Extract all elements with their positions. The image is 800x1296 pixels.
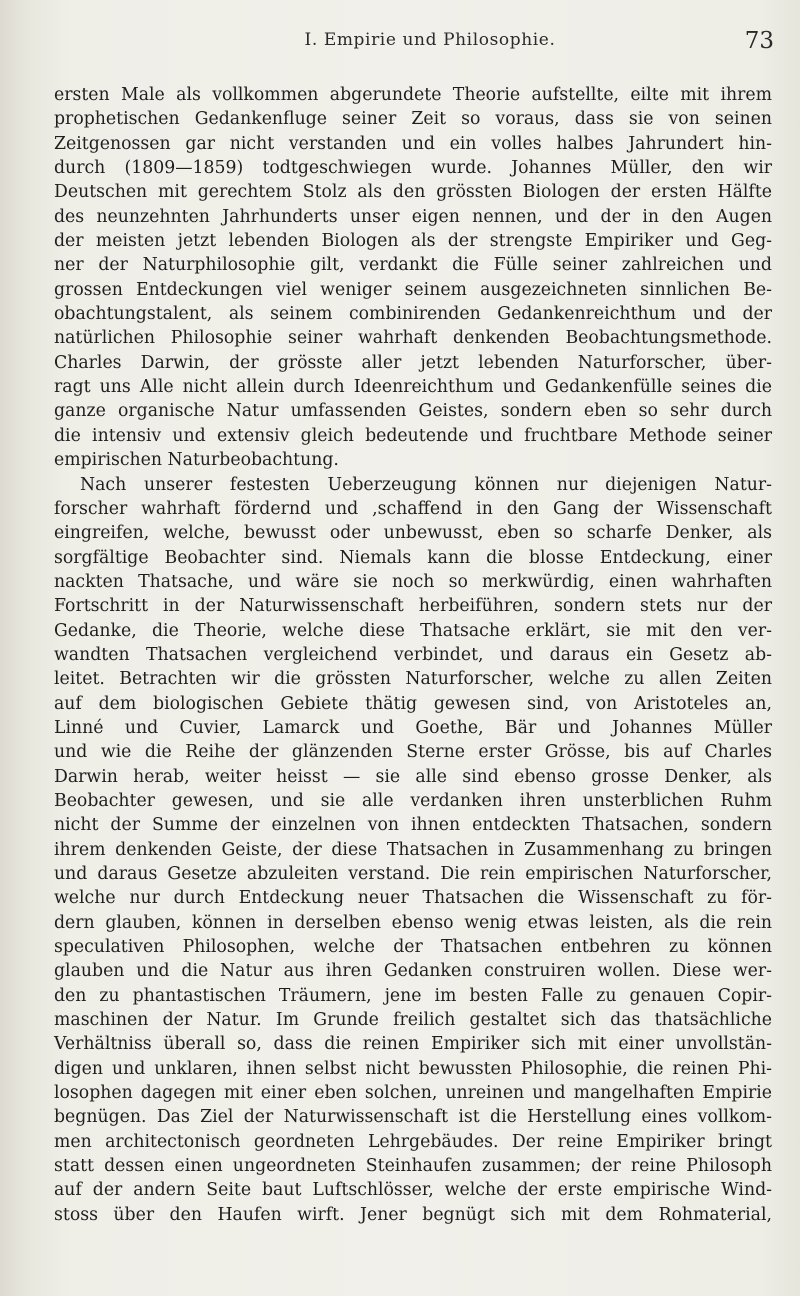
text-line: statt dessen einen ungeordneten Steinhaufen zusammen; der reine Philosoph <box>54 1156 772 1177</box>
text-line: eingreifen, welche, bewusst oder unbewusst, eben so scharfe Denker, als <box>54 523 772 544</box>
text-line: dern glauben, können in derselben ebenso wenig etwas leisten, als die rein <box>54 912 772 933</box>
text-line: sorgfältige Beobachter sind. Niemals kann die blosse Entdeckung, einer <box>54 547 772 568</box>
text-line: glauben und die Natur aus ihren Gedanken construiren wollen. Diese wer- <box>54 961 772 982</box>
text-line: Verhältniss überall so, dass die reinen Empiriker sich mit einer unvollstän- <box>54 1034 772 1055</box>
text-line: und wie die Reihe der glänzenden Sterne erster Grösse, bis auf Charles <box>54 742 772 763</box>
text-line: der meisten jetzt lebenden Biologen als der strengste Empiriker und Geg- <box>54 231 772 252</box>
text-line: natürlichen Philosophie seiner wahrhaft denkenden Beobachtungsmethode. <box>54 328 772 349</box>
text-line: Gedanke, die Theorie, welche diese Thatsache erklärt, sie mit den ver- <box>54 620 772 641</box>
text-line: Nach unserer festesten Ueberzeugung können nur diejenigen Natur- <box>80 474 772 495</box>
text-line: des neunzehnten Jahrhunderts unser eigen nennen, und der in den Augen <box>54 206 772 227</box>
text-line: prophetischen Gedankenfluge seiner Zeit so voraus, dass sie von seinen <box>54 109 772 130</box>
text-line: ihrem denkenden Geiste, der diese Thatsachen in Zusammenhang zu bringen <box>54 839 772 860</box>
text-line: auf der andern Seite baut Luftschlösser, welche der erste empirische Wind- <box>54 1180 772 1201</box>
text-line: ganze organische Natur umfassenden Geistes, sondern eben so sehr durch <box>54 401 772 422</box>
text-line: men architectonisch geordneten Lehrgebäudes. Der reine Empiriker bringt <box>54 1131 772 1152</box>
text-line: Zeitgenossen gar nicht verstanden und ein volles halbes Jahrundert hin- <box>54 133 772 154</box>
text-line: maschinen der Natur. Im Grunde freilich gestaltet sich das thatsächliche <box>54 1010 772 1031</box>
running-title: I. Empirie und Philosophie. <box>304 30 556 50</box>
text-line: nackten Thatsache, und wäre sie noch so merkwürdig, einen wahrhaften <box>54 571 772 592</box>
text-line: stoss über den Haufen wirft. Jener begnügt sich mit dem Rohmaterial, <box>54 1204 772 1225</box>
text-line: welche nur durch Entdeckung neuer Thatsachen die Wissenschaft zu för- <box>54 888 772 909</box>
text-line: nicht der Summe der einzelnen von ihnen entdeckten Thatsachen, sondern <box>54 815 772 836</box>
page-header <box>0 30 800 58</box>
text-line: die intensiv und extensiv gleich bedeutende und fruchtbare Methode seiner <box>54 425 772 446</box>
text-line: ragt uns Alle nicht allein durch Ideenreichthum und Gedankenfülle seines die <box>54 377 772 398</box>
text-line: auf dem biologischen Gebiete thätig gewesen sind, von Aristoteles an, <box>54 693 772 714</box>
page-number: 73 <box>744 28 774 54</box>
text-line: Darwin herab, weiter heisst — sie alle sind ebenso grosse Denker, als <box>54 766 772 787</box>
text-line: speculativen Philosophen, welche der Thatsachen entbehren zu können <box>54 937 772 958</box>
text-line: digen und unklaren, ihnen selbst nicht bewussten Philosophie, die reinen Phi- <box>54 1058 772 1079</box>
text-line: leitet. Betrachten wir die grössten Naturforscher, welche zu allen Zeiten <box>54 669 772 690</box>
text-line: forscher wahrhaft fördernd und ,schaffend in den Gang der Wissenschaft <box>54 498 772 519</box>
text-line: Fortschritt in der Naturwissenschaft herbeiführen, sondern stets nur der <box>54 596 772 617</box>
text-line: Linné und Cuvier, Lamarck und Goethe, Bär und Johannes Müller <box>54 717 772 738</box>
text-line: obachtungstalent, als seinem combinirenden Gedankenreichthum und der <box>54 304 772 325</box>
text-line: grossen Entdeckungen viel weniger seinem ausgezeichneten sinnlichen Be- <box>54 279 772 300</box>
text-line: Deutschen mit gerechtem Stolz als den grössten Biologen der ersten Hälfte <box>54 182 772 203</box>
text-line: durch (1809—1859) todtgeschwiegen wurde. Johannes Müller, den wir <box>54 158 772 179</box>
text-line: empirischen Naturbeobachtung. <box>54 450 339 471</box>
text-line: Beobachter gewesen, und sie alle verdanken ihren unsterblichen Ruhm <box>54 790 772 811</box>
text-line: wandten Thatsachen vergleichend verbindet, und daraus ein Gesetz ab- <box>54 644 772 665</box>
body-text <box>54 83 772 1227</box>
text-line: und daraus Gesetze abzuleiten verstand. Die rein empirischen Naturforscher, <box>54 864 772 884</box>
text-line: ner der Naturphilosophie gilt, verdankt die Fülle seiner zahlreichen und <box>54 255 772 276</box>
text-line: begnügen. Das Ziel der Naturwissenschaft ist die Herstellung eines vollkom- <box>54 1107 772 1128</box>
text-line: losophen dagegen mit einer eben solchen, unreinen und mangelhaften Empirie <box>54 1083 772 1104</box>
text-line: ersten Male als vollkommen abgerundete Theorie aufstellte, eilte mit ihrem <box>54 85 772 105</box>
text-line: den zu phantastischen Träumern, jene im besten Falle zu genauen Copir- <box>54 985 772 1006</box>
text-line: Charles Darwin, der grösste aller jetzt lebenden Naturforscher, über- <box>54 352 772 373</box>
